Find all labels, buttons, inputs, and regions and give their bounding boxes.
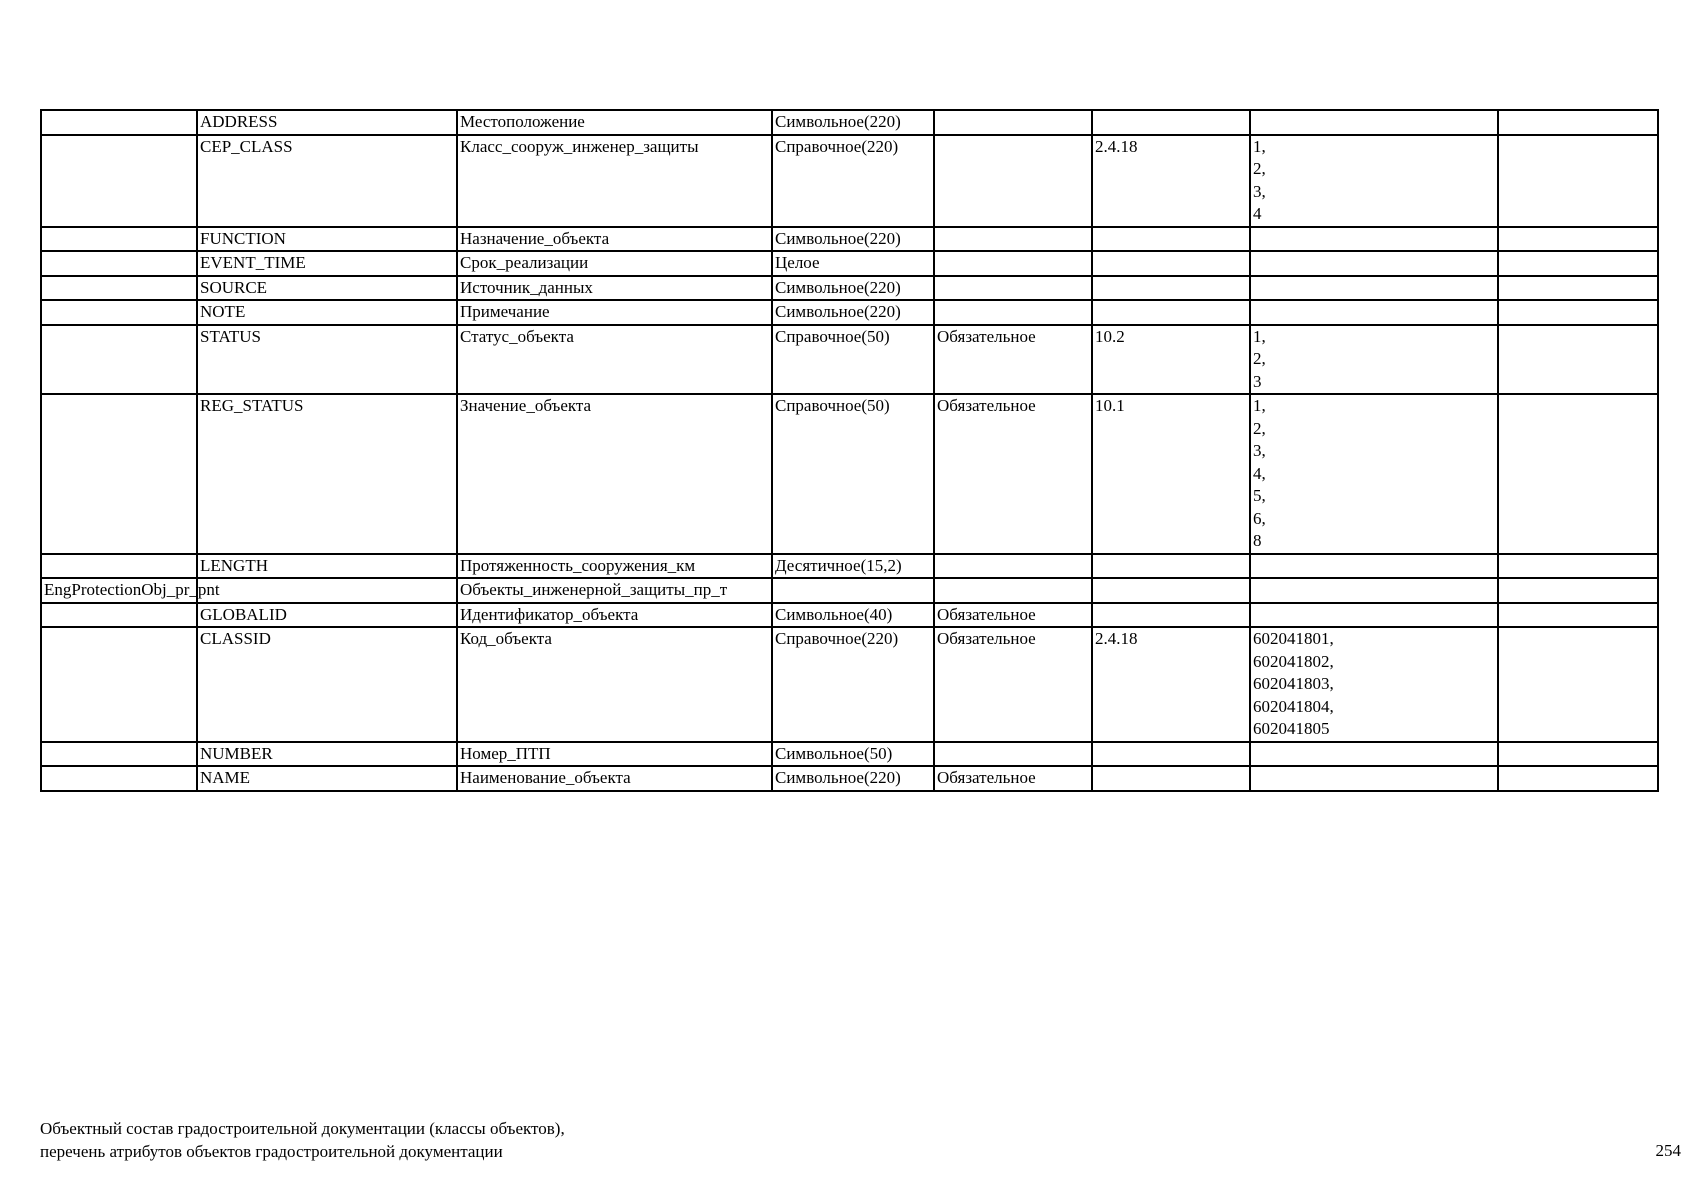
attribute-name-cell: Значение_объекта xyxy=(457,394,772,554)
attribute-code-cell xyxy=(197,578,457,603)
required-cell xyxy=(934,110,1092,135)
attribute-code-cell: NUMBER xyxy=(197,742,457,767)
reference-cell: 2.4.18 xyxy=(1092,135,1250,227)
attribute-name-cell: Протяженность_сооружения_км xyxy=(457,554,772,579)
required-cell xyxy=(934,227,1092,252)
table-row xyxy=(41,394,1658,554)
attribute-name-cell: Назначение_объекта xyxy=(457,227,772,252)
allowed-values-cell xyxy=(1250,300,1498,325)
allowed-value: 602041801, xyxy=(1253,629,1334,648)
class-name-cell xyxy=(41,627,197,742)
data-type-cell: Целое xyxy=(772,251,934,276)
allowed-value: 602041802, xyxy=(1253,651,1334,671)
footer-line-2: перечень атрибутов объектов градостроительной документации xyxy=(40,1141,503,1161)
footer-caption xyxy=(40,1118,565,1163)
reference-cell xyxy=(1092,766,1250,791)
allowed-value: 3, xyxy=(1253,181,1266,201)
attribute-code-cell: CEP_CLASS xyxy=(197,135,457,227)
required-cell xyxy=(934,251,1092,276)
allowed-value: 4, xyxy=(1253,463,1266,483)
attribute-code-cell: NAME xyxy=(197,766,457,791)
data-type-cell: Десятичное(15,2) xyxy=(772,554,934,579)
reference-cell: 10.1 xyxy=(1092,394,1250,554)
class-name-cell xyxy=(41,394,197,554)
table-row xyxy=(41,227,1658,252)
reference-cell xyxy=(1092,251,1250,276)
class-name-cell xyxy=(41,554,197,579)
table-row xyxy=(41,578,1658,603)
note-cell xyxy=(1498,394,1658,554)
class-name-cell xyxy=(41,766,197,791)
reference-cell xyxy=(1092,603,1250,628)
allowed-values-cell xyxy=(1250,251,1498,276)
allowed-values-cell xyxy=(1250,110,1498,135)
reference-cell xyxy=(1092,276,1250,301)
allowed-value: 602041803, xyxy=(1253,674,1334,693)
allowed-value: 2, xyxy=(1253,159,1266,178)
attribute-code-cell: GLOBALID xyxy=(197,603,457,628)
attribute-code-cell: FUNCTION xyxy=(197,227,457,252)
note-cell xyxy=(1498,766,1658,791)
allowed-values-cell xyxy=(1250,227,1498,252)
allowed-values-cell xyxy=(1250,394,1498,554)
data-type-cell: Символьное(220) xyxy=(772,276,934,301)
allowed-value: 3, xyxy=(1253,441,1266,460)
attribute-code-cell: CLASSID xyxy=(197,627,457,742)
class-name-cell xyxy=(41,325,197,395)
attribute-name-cell: Номер_ПТП xyxy=(457,742,772,767)
attribute-name-cell: Наименование_объекта xyxy=(457,766,772,791)
note-cell xyxy=(1498,554,1658,579)
required-cell xyxy=(934,554,1092,579)
required-cell: Обязательное xyxy=(934,394,1092,554)
allowed-values-cell xyxy=(1250,325,1498,395)
note-cell xyxy=(1498,227,1658,252)
class-name-cell xyxy=(41,276,197,301)
attribute-name-cell: Идентификатор_объекта xyxy=(457,603,772,628)
class-name-cell xyxy=(41,135,197,227)
note-cell xyxy=(1498,742,1658,767)
data-type-cell: Символьное(220) xyxy=(772,766,934,791)
attributes-table-container xyxy=(40,109,1657,792)
attribute-name-cell: Класс_сооруж_инженер_защиты xyxy=(457,135,772,227)
required-cell xyxy=(934,742,1092,767)
attribute-name-cell: Срок_реализации xyxy=(457,251,772,276)
page-number: 254 xyxy=(1655,1141,1681,1160)
class-name-cell xyxy=(41,110,197,135)
attribute-code-cell: REG_STATUS xyxy=(197,394,457,554)
attribute-code-cell: LENGTH xyxy=(197,554,457,579)
footer-line-1: Объектный состав градостроительной документации (классы объектов), xyxy=(40,1119,565,1138)
reference-cell xyxy=(1092,742,1250,767)
data-type-cell xyxy=(772,578,934,603)
reference-cell xyxy=(1092,110,1250,135)
required-cell: Обязательное xyxy=(934,766,1092,791)
class-name-cell xyxy=(41,742,197,767)
allowed-values-cell xyxy=(1250,603,1498,628)
attribute-code-cell: NOTE xyxy=(197,300,457,325)
class-name-cell xyxy=(41,603,197,628)
attribute-name-cell: Объекты_инженерной_защиты_пр_т xyxy=(457,578,772,603)
class-name-cell xyxy=(41,227,197,252)
data-type-cell: Справочное(50) xyxy=(772,394,934,554)
required-cell: Обязательное xyxy=(934,603,1092,628)
class-name-cell xyxy=(41,251,197,276)
note-cell xyxy=(1498,627,1658,742)
attribute-name-cell: Местоположение xyxy=(457,110,772,135)
allowed-values-cell xyxy=(1250,742,1498,767)
allowed-value: 602041804, xyxy=(1253,696,1334,716)
table-row xyxy=(41,251,1658,276)
attribute-name-cell: Источник_данных xyxy=(457,276,772,301)
required-cell xyxy=(934,578,1092,603)
allowed-values-cell xyxy=(1250,766,1498,791)
note-cell xyxy=(1498,276,1658,301)
class-name-cell xyxy=(41,300,197,325)
table-row xyxy=(41,110,1658,135)
data-type-cell: Справочное(50) xyxy=(772,325,934,395)
allowed-value: 4 xyxy=(1253,204,1262,223)
attribute-code-cell: STATUS xyxy=(197,325,457,395)
data-type-cell: Справочное(220) xyxy=(772,627,934,742)
attribute-code-cell: EVENT_TIME xyxy=(197,251,457,276)
data-type-cell: Символьное(50) xyxy=(772,742,934,767)
note-cell xyxy=(1498,251,1658,276)
required-cell: Обязательное xyxy=(934,325,1092,395)
note-cell xyxy=(1498,300,1658,325)
allowed-value: 1, xyxy=(1253,136,1266,156)
allowed-value: 2, xyxy=(1253,418,1266,438)
data-type-cell: Символьное(40) xyxy=(772,603,934,628)
table-row xyxy=(41,627,1658,742)
table-row xyxy=(41,766,1658,791)
data-type-cell: Символьное(220) xyxy=(772,110,934,135)
required-cell xyxy=(934,300,1092,325)
required-cell xyxy=(934,276,1092,301)
note-cell xyxy=(1498,110,1658,135)
allowed-values-cell xyxy=(1250,276,1498,301)
table-row xyxy=(41,554,1658,579)
note-cell xyxy=(1498,578,1658,603)
reference-cell: 10.2 xyxy=(1092,325,1250,395)
table-row xyxy=(41,276,1658,301)
data-type-cell: Символьное(220) xyxy=(772,227,934,252)
allowed-value: 1, xyxy=(1253,396,1266,415)
data-type-cell: Символьное(220) xyxy=(772,300,934,325)
table-row xyxy=(41,325,1658,395)
data-type-cell: Справочное(220) xyxy=(772,135,934,227)
reference-cell xyxy=(1092,300,1250,325)
attributes-table xyxy=(40,109,1659,792)
reference-cell xyxy=(1092,227,1250,252)
reference-cell xyxy=(1092,554,1250,579)
allowed-value: 3 xyxy=(1253,371,1262,391)
table-row xyxy=(41,742,1658,767)
allowed-values-cell xyxy=(1250,578,1498,603)
allowed-values-cell xyxy=(1250,554,1498,579)
note-cell xyxy=(1498,603,1658,628)
allowed-values-cell xyxy=(1250,135,1498,227)
table-row xyxy=(41,135,1658,227)
allowed-value: 5, xyxy=(1253,486,1266,505)
table-row xyxy=(41,603,1658,628)
note-cell xyxy=(1498,325,1658,395)
attribute-name-cell: Код_объекта xyxy=(457,627,772,742)
allowed-value: 602041805 xyxy=(1253,719,1330,738)
allowed-value: 1, xyxy=(1253,326,1266,346)
table-row xyxy=(41,300,1658,325)
allowed-value: 6, xyxy=(1253,508,1266,528)
allowed-value: 8 xyxy=(1253,531,1262,550)
class-name-cell: EngProtectionObj_pr_pnt xyxy=(41,578,197,603)
required-cell xyxy=(934,135,1092,227)
table-body xyxy=(41,110,1658,791)
allowed-value: 2, xyxy=(1253,349,1266,368)
attribute-name-cell: Примечание xyxy=(457,300,772,325)
allowed-values-cell xyxy=(1250,627,1498,742)
required-cell: Обязательное xyxy=(934,627,1092,742)
reference-cell xyxy=(1092,578,1250,603)
attribute-code-cell: ADDRESS xyxy=(197,110,457,135)
reference-cell: 2.4.18 xyxy=(1092,627,1250,742)
attribute-code-cell: SOURCE xyxy=(197,276,457,301)
note-cell xyxy=(1498,135,1658,227)
attribute-name-cell: Статус_объекта xyxy=(457,325,772,395)
